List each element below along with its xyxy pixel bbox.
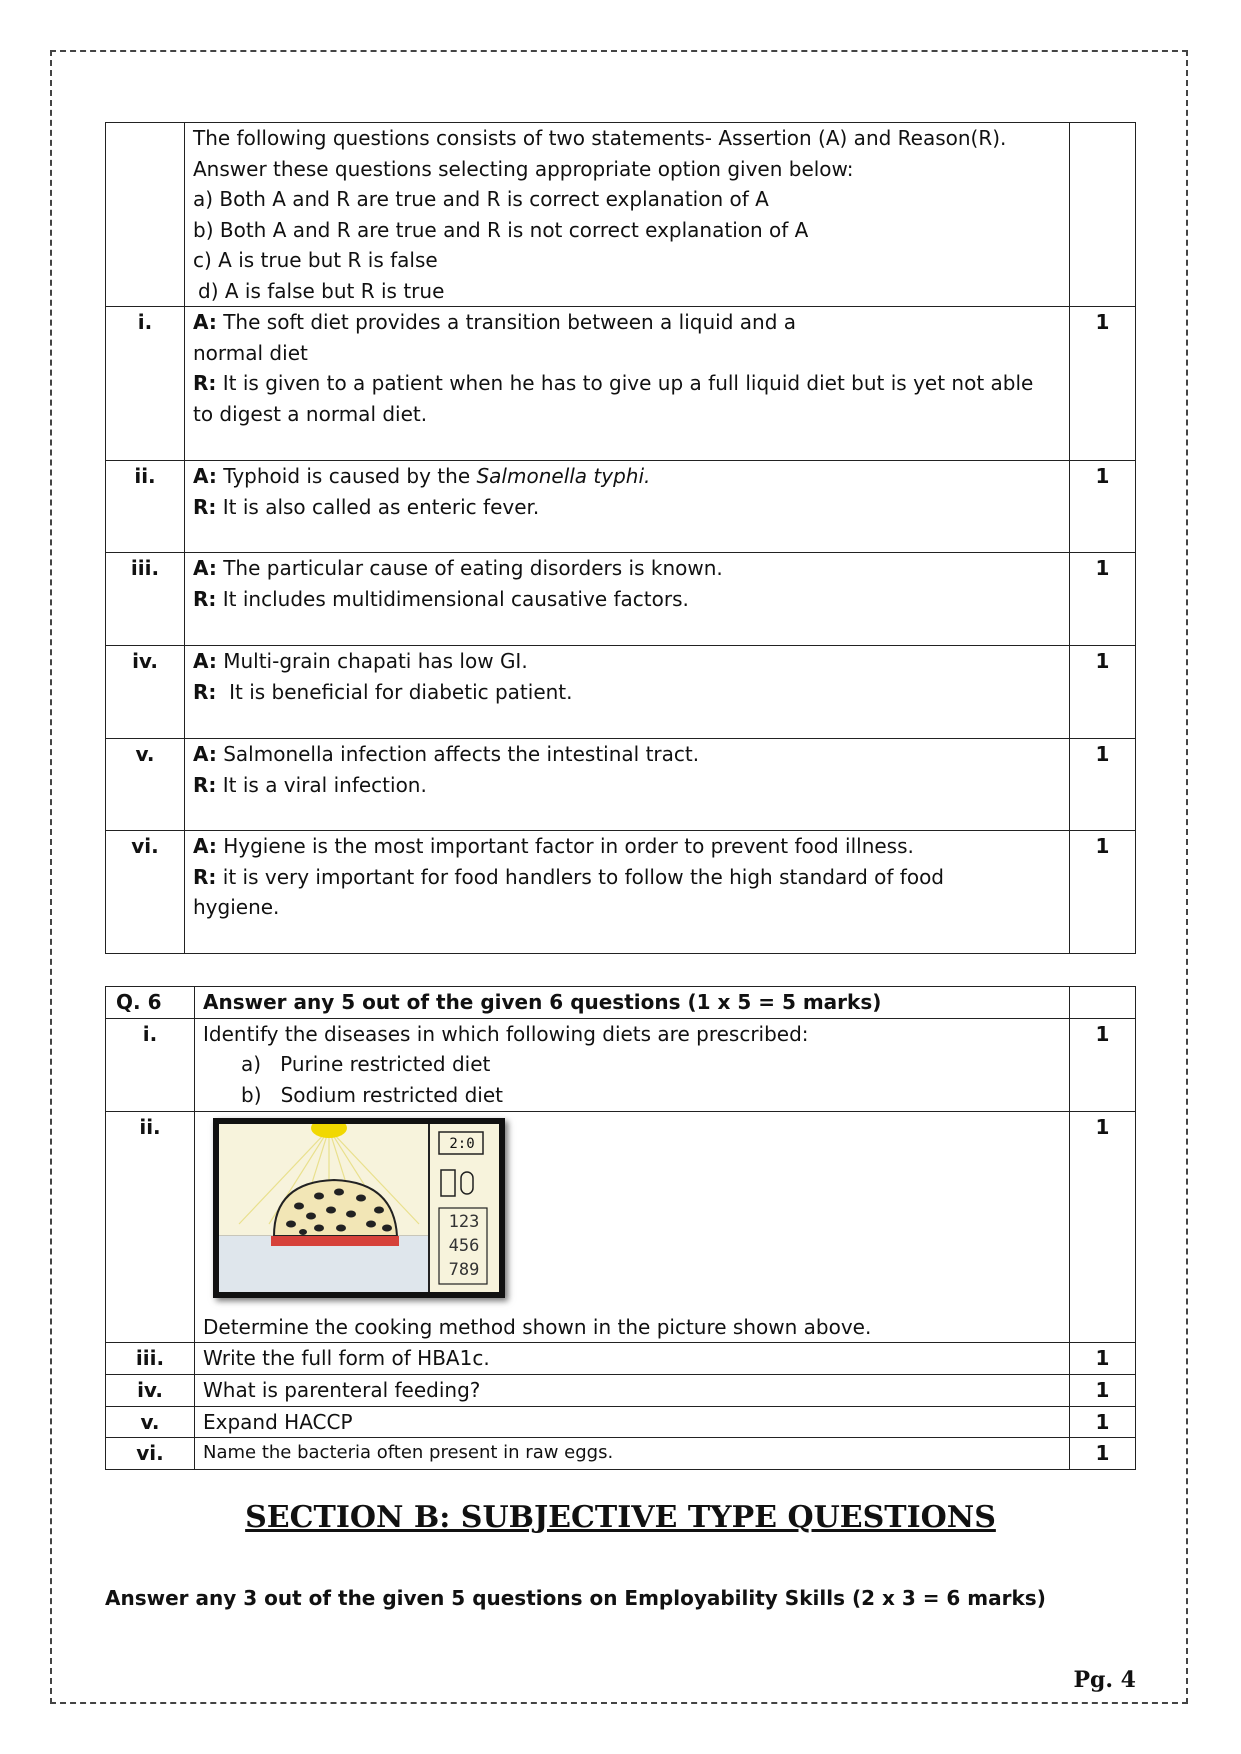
reason-label: R: bbox=[193, 864, 217, 889]
table-row bbox=[106, 553, 1136, 646]
table-row bbox=[106, 1018, 1136, 1111]
marks: 1 bbox=[1070, 1375, 1136, 1407]
list-letter: a) bbox=[241, 1052, 262, 1076]
question-text: What is parenteral feeding? bbox=[195, 1375, 1070, 1407]
marks: 1 bbox=[1070, 553, 1136, 646]
reason-label: R: bbox=[193, 772, 217, 797]
reason-label: R: bbox=[193, 679, 217, 704]
reason-text-cont: hygiene. bbox=[193, 895, 280, 919]
section-title: SECTION B: SUBJECTIVE TYPE QUESTIONS bbox=[245, 1500, 996, 1535]
table-row bbox=[106, 307, 1136, 461]
table-row bbox=[106, 1438, 1136, 1470]
intro-line: Answer these questions selecting appropriate option given below: bbox=[193, 156, 854, 181]
option-b: b) Both A and R are true and R is not correct explanation of A bbox=[193, 217, 809, 242]
marks: 1 bbox=[1070, 831, 1136, 954]
q6-header: Answer any 5 out of the given 6 questions (1 x 5 = 5 marks) bbox=[195, 987, 1070, 1019]
marks: 1 bbox=[1070, 307, 1136, 461]
keypad-row: 456 bbox=[448, 1235, 480, 1256]
page-number: Pg. 4 bbox=[1073, 1667, 1136, 1693]
marks: 1 bbox=[1070, 1406, 1136, 1438]
assertion-label: A: bbox=[193, 310, 217, 334]
question-number: v. bbox=[106, 1406, 195, 1438]
question-number: vi. bbox=[106, 1438, 195, 1470]
reason-text: it is very important for food handlers to follow the high standard of food bbox=[222, 864, 944, 889]
marks: 1 bbox=[1070, 646, 1136, 739]
question-number: ii. bbox=[106, 461, 185, 553]
marks: 1 bbox=[1070, 1343, 1136, 1375]
table-row bbox=[106, 739, 1136, 831]
reason-text-cont: to digest a normal diet. bbox=[193, 401, 428, 426]
assertion-label: A: bbox=[193, 834, 217, 858]
question-number: i. bbox=[106, 1018, 195, 1111]
question-number: v. bbox=[106, 739, 185, 831]
question-text: Identify the diseases in which following diets are prescribed: bbox=[203, 1021, 809, 1046]
marks: 1 bbox=[1070, 1111, 1136, 1343]
assertion-text: Salmonella infection affects the intestinal tract. bbox=[223, 742, 700, 766]
reason-text: It is also called as enteric fever. bbox=[222, 494, 540, 519]
reason-label: R: bbox=[193, 371, 217, 395]
question-number: iii. bbox=[106, 553, 185, 646]
table-row bbox=[106, 1406, 1136, 1438]
question-text: Expand HACCP bbox=[195, 1406, 1070, 1438]
table-row bbox=[106, 646, 1136, 739]
reason-text: It is beneficial for diabetic patient. bbox=[222, 679, 573, 704]
question-text: Name the bacteria often present in raw eggs. bbox=[195, 1438, 1070, 1470]
table-row bbox=[106, 831, 1136, 954]
question-text: Write the full form of HBA1c. bbox=[195, 1343, 1070, 1375]
marks: 1 bbox=[1070, 1438, 1136, 1470]
assertion-text: The soft diet provides a transition between a liquid and a bbox=[223, 310, 797, 334]
assertion-reason-table bbox=[105, 122, 1136, 954]
list-item: Sodium restricted diet bbox=[280, 1082, 503, 1107]
assertion-text: Hygiene is the most important factor in order to prevent food illness. bbox=[223, 834, 914, 858]
table-row bbox=[106, 461, 1136, 553]
instruction: Answer any 3 out of the given 5 questions on Employability Skills (2 x 3 = 6 marks) bbox=[105, 1586, 1046, 1610]
question-number: iv. bbox=[106, 646, 185, 739]
question-number: i. bbox=[106, 307, 185, 461]
intro-line: The following questions consists of two statements- Assertion (A) and Reason(R). bbox=[193, 126, 1007, 150]
table-row bbox=[106, 987, 1136, 1019]
marks: 1 bbox=[1070, 739, 1136, 831]
table-row bbox=[106, 1111, 1136, 1343]
assertion-italic: Salmonella typhi. bbox=[476, 464, 651, 488]
assertion-text: The particular cause of eating disorders is known. bbox=[223, 556, 723, 580]
reason-text: It is given to a patient when he has to give up a full liquid diet but is yet not able bbox=[222, 371, 1034, 395]
keypad-row: 789 bbox=[448, 1259, 480, 1280]
intro-cell bbox=[185, 123, 1070, 307]
table-row bbox=[106, 123, 1136, 307]
assertion-text: Multi-grain chapati has low GI. bbox=[223, 649, 528, 673]
assertion-label: A: bbox=[193, 464, 217, 488]
option-d: d) A is false but R is true bbox=[198, 278, 445, 303]
reason-text: It is a viral infection. bbox=[222, 772, 427, 797]
table-row bbox=[106, 1375, 1136, 1407]
list-letter: b) bbox=[241, 1082, 262, 1107]
q6-table bbox=[105, 986, 1136, 1470]
keypad-row: 123 bbox=[448, 1211, 480, 1232]
table-row bbox=[106, 1343, 1136, 1375]
reason-label: R: bbox=[193, 586, 217, 611]
marks: 1 bbox=[1070, 1018, 1136, 1111]
assertion-label: A: bbox=[193, 742, 217, 766]
marks: 1 bbox=[1070, 461, 1136, 553]
microwave-display: 2:0 bbox=[449, 1135, 475, 1152]
question-text: Determine the cooking method shown in the picture shown above. bbox=[203, 1314, 872, 1339]
assertion-text: Typhoid is caused by the bbox=[223, 464, 471, 488]
question-number: iv. bbox=[106, 1375, 195, 1407]
assertion-label: A: bbox=[193, 556, 217, 580]
question-number: iii. bbox=[106, 1343, 195, 1375]
option-c: c) A is true but R is false bbox=[193, 248, 438, 272]
reason-text: It includes multidimensional causative factors. bbox=[222, 586, 689, 611]
question-number: vi. bbox=[106, 831, 185, 954]
question-number: Q. 6 bbox=[106, 987, 195, 1019]
microwave-drawing bbox=[213, 1118, 505, 1298]
option-a: a) Both A and R are true and R is correct explanation of A bbox=[193, 187, 769, 211]
list-item: Purine restricted diet bbox=[280, 1052, 491, 1076]
assertion-label: A: bbox=[193, 649, 217, 673]
reason-label: R: bbox=[193, 494, 217, 519]
assertion-text-cont: normal diet bbox=[193, 340, 308, 365]
question-number: ii. bbox=[106, 1111, 195, 1343]
